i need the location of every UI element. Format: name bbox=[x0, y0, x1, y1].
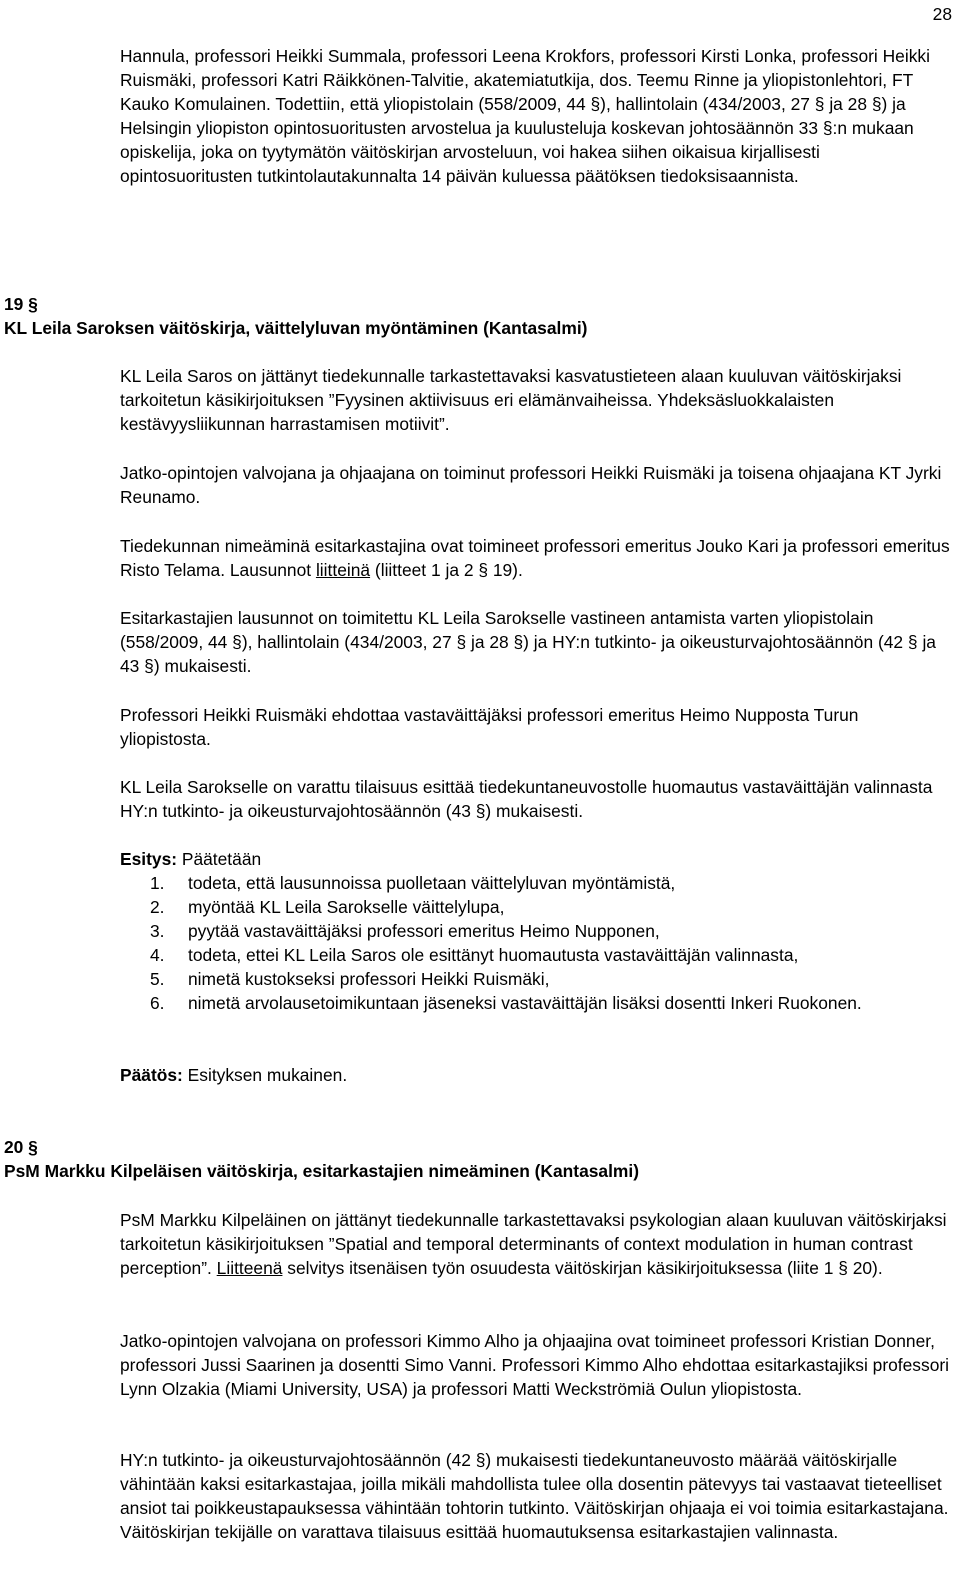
section-19-paragraph-3 bbox=[120, 534, 950, 582]
section-20-number: 20 § bbox=[4, 1137, 38, 1157]
list-item: 4. todeta, ettei KL Leila Saros ole esittänyt huomautusta vastaväittäjän valinnasta, bbox=[150, 945, 799, 965]
proposal-heading bbox=[120, 847, 950, 871]
attachments-link[interactable]: liitteinä bbox=[315, 560, 371, 580]
page-number: 28 bbox=[932, 4, 952, 24]
section-19-paragraph-4: Esitarkastajien lausunnot on toimitettu KL Leila Sarokselle vastineen antamista varten yliopistolain (558/2009, 44 §), hallintolain (434/2003, 27 § ja 28 §) ja HY:n tutkinto- ja oikeusturvajohtosäännön (42 § ja 43 §) mukaisesti. bbox=[120, 608, 936, 676]
decision-label: Päätös: bbox=[120, 1065, 183, 1085]
list-item: 6. nimetä arvolausetoimikuntaan jäseneksi vastaväittäjän lisäksi dosentti Inkeri Ruokonen. bbox=[150, 993, 862, 1013]
proposal bbox=[120, 847, 950, 1015]
section-19-paragraph-3-text: Tiedekunnan nimeäminä esitarkastajina ovat toimineet professori emeritus Jouko Kari ja professori emeritus Risto Telama. Lausunnot bbox=[120, 536, 950, 580]
decision bbox=[120, 1063, 950, 1087]
section-19-paragraph-3-tail: (liitteet 1 ja 2 § 19). bbox=[370, 560, 523, 580]
section-20-paragraph-1-tail: selvitys itsenäisen työn osuudesta väitöskirjan käsikirjoituksessa (liite 1 § 20). bbox=[282, 1258, 883, 1278]
section-20-paragraph-1 bbox=[120, 1208, 950, 1280]
section-19-paragraph-6: KL Leila Sarokselle on varattu tilaisuus esittää tiedekuntaneuvostolle huomautus vastaväittäjän valinnasta HY:n tutkinto- ja oikeusturvajohtosäännön (43 §) mukaisesti. bbox=[120, 777, 933, 821]
section-20-paragraph-1-text: PsM Markku Kilpeläinen on jättänyt tiedekunnalle tarkastettavaksi psykologian alaan kuuluvan väitöskirjaksi tarkoitetun käsikirjoituksen ”Spatial and temporal determinants of context modulation in human contrast perception”. bbox=[120, 1210, 947, 1278]
list-item: 5. nimetä kustokseksi professori Heikki Ruismäki, bbox=[150, 969, 550, 989]
proposal-list bbox=[120, 871, 950, 1015]
decision-text: Esityksen mukainen. bbox=[182, 1065, 348, 1085]
section-20-paragraph-2: Jatko-opintojen valvojana on professori Kimmo Alho ja ohjaajina ovat toimineet professori Kristian Donner, professori Jussi Saarinen ja dosentti Simo Vanni. Professori Kimmo Alho ehdottaa esitarkastajiksi professori Lynn Olzakia (Miami University, USA) ja professori Matti Weckströmiä Oulun yliopistosta. bbox=[120, 1331, 950, 1399]
proposal-text: Päätetään bbox=[177, 849, 262, 869]
list-item: 3. pyytää vastaväittäjäksi professori emeritus Heimo Nupponen, bbox=[150, 921, 660, 941]
list-item: 1. todeta, että lausunnoissa puolletaan väittelyluvan myöntämistä, bbox=[150, 873, 676, 893]
attachment-link[interactable]: Liitteenä bbox=[216, 1258, 283, 1278]
intro-paragraph: Hannula, professori Heikki Summala, professori Leena Krokfors, professori Kirsti Lonka, professori Heikki Ruismäki, professori Katri Räikkönen-Talvitie, akatemiatutkija, dos. Teemu Rinne ja yliopistonlehtori, FT Kauko Komulainen. Todettiin, että yliopistolain (558/2009, 44 §), hallintolain (434/2003, 27 § ja 28 §) ja Helsingin yliopiston opintosuoritusten arvostelua ja kuulusteluja koskevan johtosäännön 33 §:n mukaan opiskelija, joka on tyytymätön väitöskirjan arvosteluun, voi hakea siihen oikaisua kirjallisesti opintosuoritusten tutkintolautakunnalta 14 päivän kuluessa päätöksen tiedoksisaannista. bbox=[120, 46, 930, 186]
section-19-title: KL Leila Saroksen väitöskirja, väittelyluvan myöntäminen (Kantasalmi) bbox=[4, 318, 588, 338]
proposal-label: Esitys: bbox=[120, 849, 178, 869]
section-19-number: 19 § bbox=[4, 294, 38, 314]
section-19-paragraph-2: Jatko-opintojen valvojana ja ohjaajana on toiminut professori Heikki Ruismäki ja toisena ohjaajana KT Jyrki Reunamo. bbox=[120, 463, 942, 507]
section-19-paragraph-5: Professori Heikki Ruismäki ehdottaa vastaväittäjäksi professori emeritus Heimo Nupposta Turun yliopistosta. bbox=[120, 705, 859, 749]
list-item: 2. myöntää KL Leila Sarokselle väittelylupa, bbox=[150, 897, 505, 917]
section-20-paragraph-3: HY:n tutkinto- ja oikeusturvajohtosäännön (42 §) mukaisesti tiedekuntaneuvosto määrää väitöskirjalle vähintään kaksi esitarkastajaa, joilla mikäli mahdollista tulee olla dosentin pätevyys tai vastaavat tieteelliset ansiot tai poikkeustapauksessa vähintään tohtorin tutkinto. Väitöskirjan ohjaaja ei voi toimia esitarkastajana. Väitöskirjan tekijälle on varattava tilaisuus esittää huomautuksensa esitarkastajien valinnasta. bbox=[120, 1450, 949, 1542]
section-19-paragraph-1: KL Leila Saros on jättänyt tiedekunnalle tarkastettavaksi kasvatustieteen alaan kuuluvan väitöskirjaksi tarkoitetun käsikirjoituksen ”Fyysinen aktiivisuus eri elämänvaiheissa. Yhdeksäsluokkalaisten kestävyysliikunnan harrastamisen motiivit”. bbox=[120, 366, 902, 434]
section-20-title: PsM Markku Kilpeläisen väitöskirja, esitarkastajien nimeäminen (Kantasalmi) bbox=[4, 1161, 640, 1181]
